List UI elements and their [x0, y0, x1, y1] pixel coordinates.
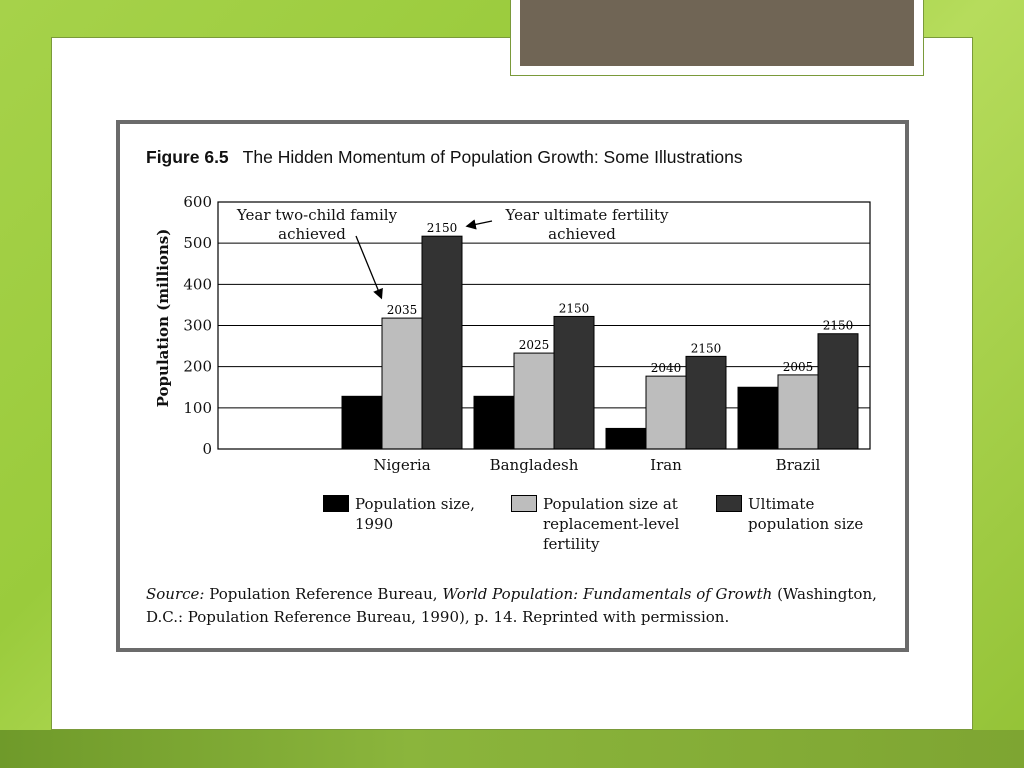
bar-year-label: 2005: [782, 359, 814, 374]
bar-year-label: 2150: [426, 221, 458, 236]
bar-year-label: 2040: [650, 361, 682, 376]
legend-label: [355, 494, 475, 534]
source-book-title: World Population: Fundamentals of Growth: [442, 585, 773, 603]
legend-item-replacement: [511, 494, 679, 554]
source-text-after: (Washington, D.C.: Population Reference Bureau, 1990), p. 14. Reprinted with permission.: [146, 585, 877, 626]
x-category-label: Brazil: [775, 456, 821, 474]
y-tick-label: 600: [183, 193, 212, 211]
bar: [646, 376, 686, 449]
bar: [514, 353, 554, 449]
annotation-arrow-two-child: [356, 236, 381, 297]
bar: [342, 396, 382, 449]
y-tick-label: 100: [183, 398, 212, 417]
bar: [554, 316, 594, 449]
bar: [818, 334, 858, 449]
x-category-label: Nigeria: [373, 456, 431, 474]
source-text-before: Population Reference Bureau,: [209, 585, 438, 603]
legend-label-line: Ultimate: [748, 495, 815, 513]
legend-label-line: population size: [748, 515, 864, 533]
bar: [422, 236, 462, 449]
bar: [686, 356, 726, 449]
legend-label-line: Population size at: [543, 495, 678, 513]
bar: [606, 428, 646, 449]
source-label: Source:: [146, 585, 205, 603]
legend-swatch: [716, 495, 742, 512]
bar: [738, 387, 778, 449]
bar-year-label: 2150: [558, 301, 590, 316]
annotation-two-child-line2: achieved: [278, 225, 346, 243]
annotation-two-child-line1: Year two-child family: [236, 206, 398, 224]
legend-label: [543, 494, 679, 554]
legend-label: [748, 494, 863, 534]
y-tick-label: 200: [183, 357, 212, 376]
annotation-ultimate-line1: Year ultimate fertility: [505, 206, 669, 224]
bar-year-label: 2150: [822, 318, 854, 333]
bar-year-label: 2025: [518, 338, 550, 353]
y-tick-label: 400: [183, 275, 212, 294]
bar: [778, 375, 818, 449]
figure-caption: The Hidden Momentum of Population Growth: Some Illustrations: [242, 147, 743, 167]
bar: [382, 318, 422, 449]
figure-number: Figure 6.5: [146, 147, 229, 167]
x-category-label: Bangladesh: [489, 456, 579, 474]
y-tick-label: 500: [183, 234, 212, 253]
legend-label-line: Population size,: [355, 495, 475, 513]
legend-item-ultimate: [716, 494, 863, 534]
source-citation: [146, 583, 891, 629]
annotation-arrow-ultimate: [468, 221, 492, 226]
y-axis-title: Population (millions): [154, 228, 172, 408]
legend-swatch: [511, 495, 537, 512]
annotation-ultimate-line2: achieved: [548, 225, 616, 243]
legend-label-line: 1990: [355, 515, 394, 533]
y-tick-label: 0: [202, 440, 212, 458]
legend-label-line: fertility: [543, 535, 600, 553]
y-tick-label: 300: [183, 316, 212, 335]
legend-label-line: replacement-level: [543, 515, 680, 533]
legend-swatch: [323, 495, 349, 512]
x-category-label: Iran: [650, 456, 682, 474]
bar: [474, 396, 514, 449]
bar-year-label: 2035: [386, 303, 418, 318]
bar-year-label: 2150: [690, 341, 722, 356]
legend-item-1990: [323, 494, 475, 534]
